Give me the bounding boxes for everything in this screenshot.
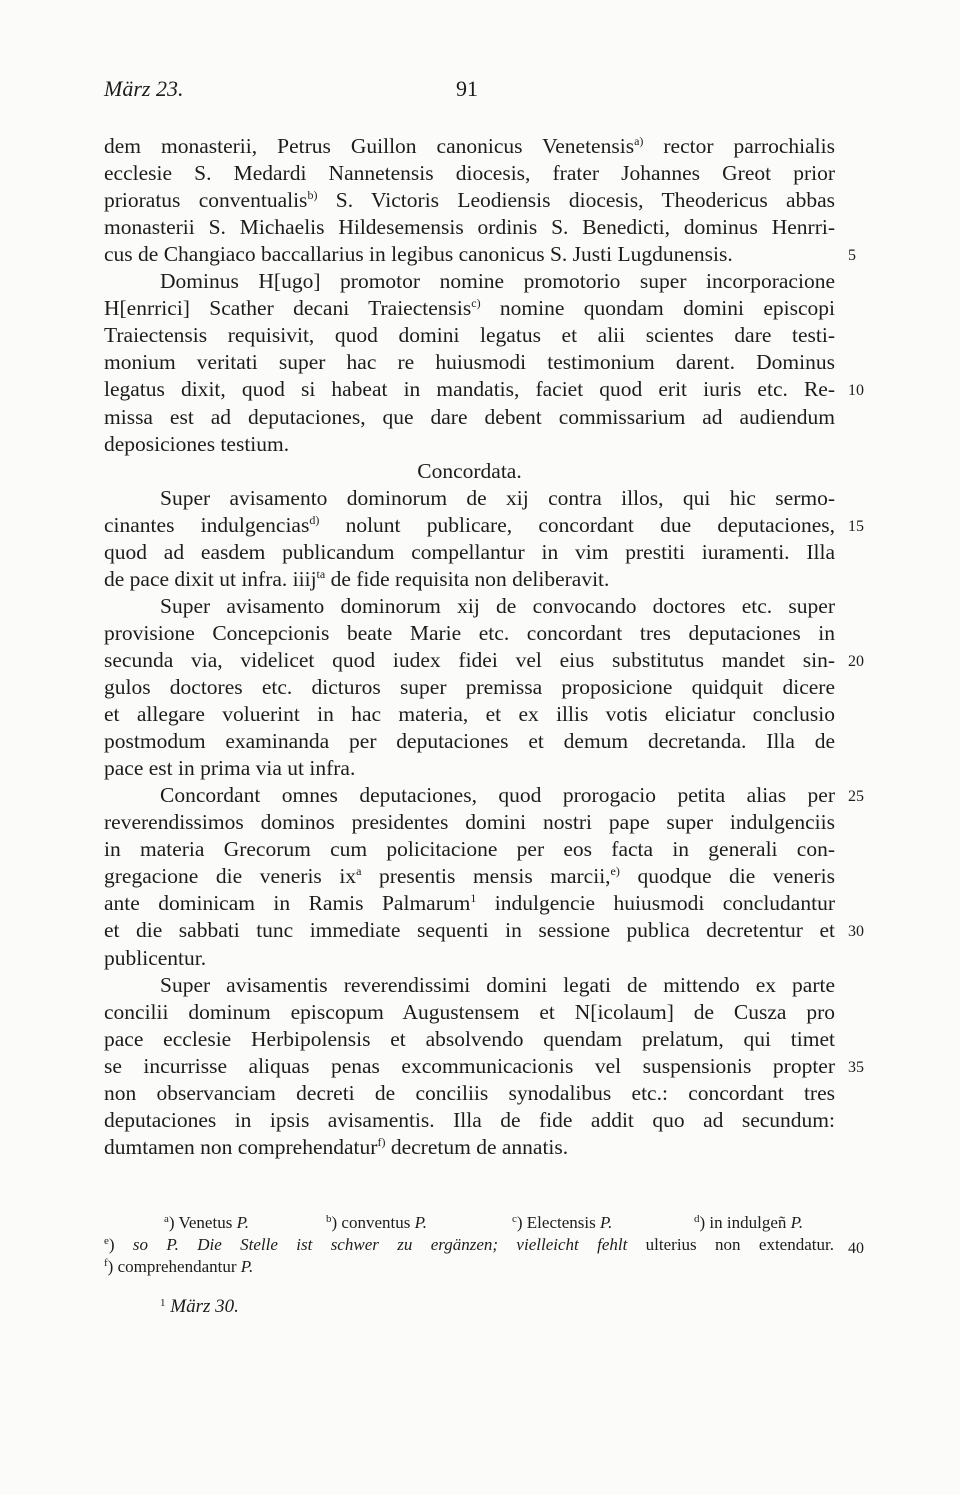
text-line: ecclesie S. Medardi Nannetensis diocesis, frater Johannes Greot prior [104,161,835,186]
text-line: Concordata. [417,458,522,483]
footnote-e: $^e$) so P. Die Stelle ist schwer zu ergänzen; vielleicht fehlt ulterius non extendatur. [104,1235,834,1254]
footnote-reference: a) [634,134,644,148]
text-line: secunda via, videlicet quod iudex fidei vel eius substitutus mandet sin- [104,647,835,672]
text-line: se incurrisse aliquas penas excommunicacionis vel suspensionis propter [104,1053,835,1078]
note-1: $^1$ März 30. [160,1296,239,1317]
text-line: pace ecclesie Herbipolensis et absolvendo quendam prelatum, qui timet [104,1026,835,1051]
text-line: cus de Changiaco baccallarius in legibus canonicus S. Justi Lugdunensis. [104,242,733,267]
text-line: monasterii S. Michaelis Hildesemensis ordinis S. Benedicti, dominus Henrri- [104,215,835,240]
footnote-reference: e) [610,864,620,879]
text-line: et allegare voluerint in hac materia, et ex illis votis eliciatur conclusio [104,702,835,727]
text-line: publicentur. [104,945,207,970]
footnote-c: $^c$) Electensis P. [512,1213,613,1232]
footnote-reference: ta [316,566,326,581]
text-line: dumtamen non comprehendatur$^{f)}$ decretum de annatis. [104,1134,569,1159]
text-line: prioratus conventualis$^{b)}$ S. Victoris Leodiensis diocesis, Theodericus abbas [104,188,835,213]
footnote-reference: a [356,864,362,879]
text-line: reverendissimos dominos presidentes domini nostri pape super indulgenciis [104,810,835,835]
text-line: provisione Concepcionis beate Marie etc. concordant tres deputaciones in [104,620,835,645]
text-line: pace est in prima via ut infra. [104,756,356,781]
text-line: dem monasterii, Petrus Guillon canonicus Venetensis$^{a)}$ rector parrochialis [104,134,835,158]
text-line: Concordant omnes deputaciones, quod prorogacio petita alias per [160,783,835,808]
footnote-f: $^f$) comprehendantur P. [104,1257,254,1276]
text-line: gregacione die veneris $ix^a$ presentis mensis marcii,$^{e)}$ quodque die veneris [104,864,835,889]
footnote-reference: b) [307,188,318,203]
text-line: concilii dominum episcopum Augustensem et N[icolaum] de Cusza pro [104,999,835,1024]
text-line: H[enrrici] Scather decani Traiectensis$^{c)}$ nomine quondam domini episcopi [104,296,835,321]
footnote-reference: d) [309,512,320,527]
line-number: 30 [848,923,864,941]
text-line: Super avisamento dominorum de xij contra illos, qui hic sermo- [160,485,835,510]
footnote-a: $^a$) Venetus P. [164,1213,250,1232]
text-line: in materia Grecorum cum policitacione per eos facta in generali con- [104,837,835,862]
text-line: deposiciones testium. [104,431,290,456]
text-line: Dominus H[ugo] promotor nomine promotorio super incorporacione [160,269,835,294]
line-number: 10 [848,382,864,400]
footnote-d: $^d$) in indulgeñ P. [694,1213,804,1232]
text-line: Super avisamentis reverendissimi domini legati de mittendo ex parte [160,972,835,997]
footnote-reference: 1 [470,891,477,906]
text-line: gulos doctores etc. dicturos super premissa proposicione quidquit dicere [104,675,835,699]
text-line: missa est ad deputaciones, que dare debent commissarium ad audiendum [104,404,835,429]
line-number: 40 [848,1240,864,1257]
text-line: de pace dixit ut infra. iiij$^{ta}$ de fide requisita non deliberavit. [104,566,610,591]
text-line: postmodum examinanda per deputaciones et demum decretanda. Illa de [104,729,835,754]
text-line: ante dominicam in Ramis Palmarum$^1$ indulgencie huiusmodi concludantur [104,891,835,916]
text-line: non observanciam decreti de conciliis synodalibus etc.: concordant tres [104,1080,835,1105]
text-line: Super avisamento dominorum xij de convocando doctores etc. super [160,593,835,618]
line-number: 25 [848,788,864,806]
footnote-reference: c) [471,296,481,311]
running-head-date: März 23. [104,76,184,101]
line-number: 35 [848,1058,864,1076]
page-number: 91 [456,76,478,101]
text-line: et die sabbati tunc immediate sequenti in sessione publica decretentur et [104,918,835,943]
text-line: monium veritati super hac re huiusmodi testimonium darent. Dominus [104,350,835,375]
text-line: cinantes indulgencias$^{d)}$ nolunt publicare, concordant due deputaciones, [104,512,835,537]
line-number: 20 [848,652,864,670]
text-line: legatus dixit, quod si habeat in mandatis, faciet quod erit iuris etc. Re- [104,377,835,402]
text-line: deputaciones in ipsis avisamentis. Illa de fide addit quo ad secundum: [104,1107,835,1132]
line-number: 15 [848,517,864,535]
footnote-b: $^b$) conventus P. [326,1213,428,1232]
footnote-reference: f) [377,1134,386,1149]
text-line: Traiectensis requisivit, quod domini legatus et alii scientes dare testi- [104,323,835,348]
text-line: quod ad easdem publicandum compellantur in vim prestiti iuramenti. Illa [104,539,835,564]
line-number: 5 [848,247,856,265]
